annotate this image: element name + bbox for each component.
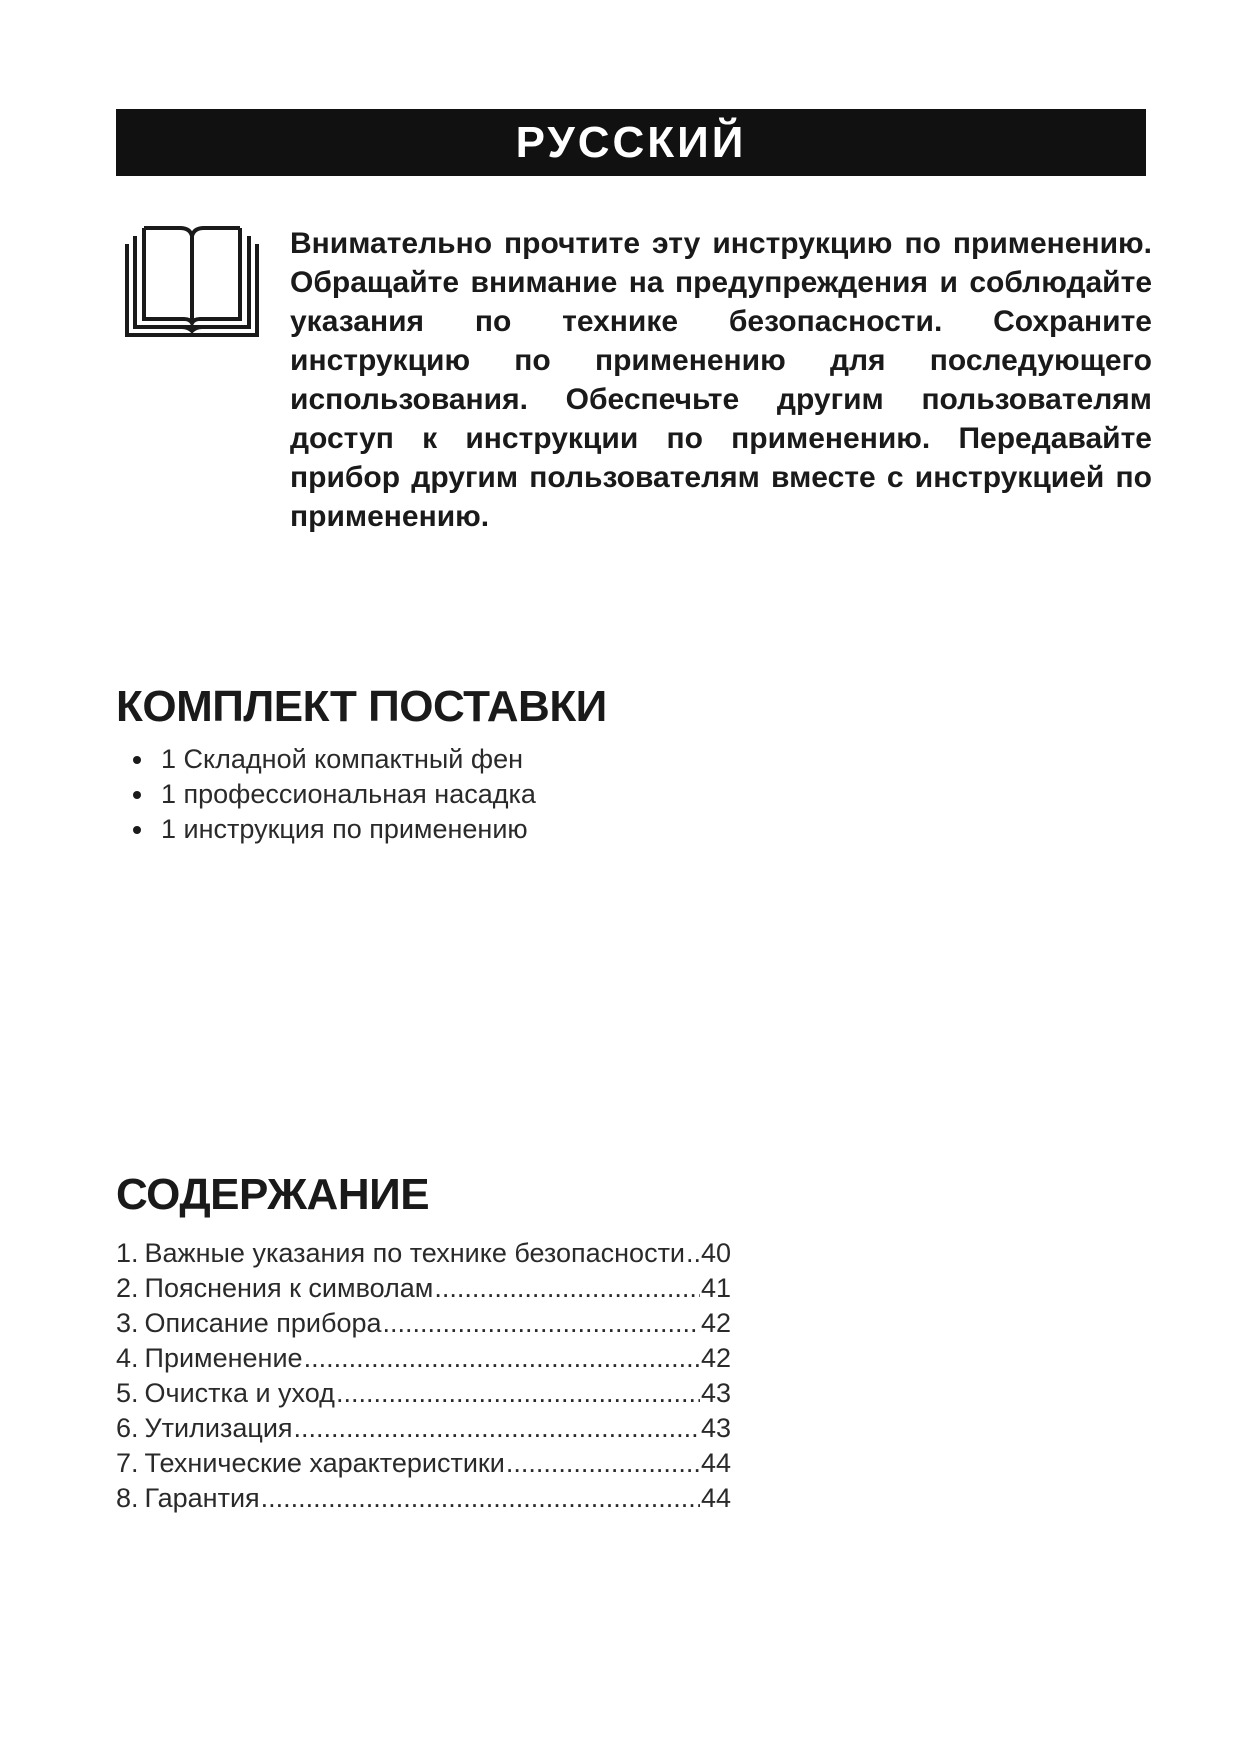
toc-number: 3.: [116, 1308, 139, 1338]
toc-leader: [336, 1376, 700, 1411]
toc-entry: [116, 1411, 731, 1446]
toc-entry: [116, 1341, 731, 1376]
toc-title: Важные указания по технике безопасности: [144, 1238, 686, 1268]
toc-title: Описание прибора: [144, 1308, 382, 1338]
toc-page-number: 43: [700, 1378, 731, 1408]
toc-entry: [116, 1446, 731, 1481]
toc-entry: [116, 1236, 731, 1271]
toc-leader: [686, 1236, 700, 1271]
toc-heading: СОДЕРЖАНИЕ: [116, 1170, 430, 1219]
toc-entry: [116, 1481, 731, 1516]
toc-title: Пояснения к символам: [144, 1273, 434, 1303]
toc-number: 8.: [116, 1483, 139, 1513]
toc-number: 2.: [116, 1273, 139, 1303]
toc-number: 7.: [116, 1448, 139, 1478]
toc-title: Гарантия: [144, 1483, 260, 1513]
kit-heading: КОМПЛЕКТ ПОСТАВКИ: [116, 682, 607, 731]
toc-page-number: 42: [700, 1308, 731, 1338]
toc-page-number: 44: [700, 1448, 731, 1478]
kit-item-label: 1 профессиональная насадка: [161, 779, 536, 809]
bullet-icon: [133, 756, 141, 764]
toc-number: 4.: [116, 1343, 139, 1373]
toc-page-number: 43: [700, 1413, 731, 1443]
kit-item-label: 1 Складной компактный фен: [161, 744, 524, 774]
toc-entry: [116, 1306, 731, 1341]
language-title: РУССКИЙ: [515, 117, 747, 167]
toc-leader: [434, 1271, 700, 1306]
toc-leader: [506, 1446, 700, 1481]
toc-leader: [304, 1341, 700, 1376]
toc-page-number: 44: [700, 1483, 731, 1513]
kit-item-label: 1 инструкция по применению: [161, 814, 528, 844]
toc-leader: [261, 1481, 700, 1516]
toc-title: Технические характеристики: [144, 1448, 505, 1478]
toc-page-number: 40: [700, 1238, 731, 1268]
toc-title: Утилизация: [144, 1413, 293, 1443]
toc-number: 6.: [116, 1413, 139, 1443]
toc-page-number: 42: [700, 1343, 731, 1373]
language-banner: [116, 109, 1146, 176]
toc-title: Очистка и уход: [144, 1378, 335, 1408]
list-item: [130, 742, 536, 777]
bullet-icon: [133, 826, 141, 834]
toc-title: Применение: [144, 1343, 303, 1373]
toc-leader: [383, 1306, 700, 1341]
intro-paragraph: Внимательно прочтите эту инструкцию по применению. Обращайте внимание на предупреждения и соблюдайте указания по технике безопасности. Сохраните инструкцию по применению для последующего использования. Обеспечьте другим пользователям доступ к инструкции по применению. Передавайте прибор другим пользователям вместе с инструкцией по применению.: [290, 227, 1152, 533]
toc-leader: [294, 1411, 700, 1446]
toc-number: 5.: [116, 1378, 139, 1408]
list-item: [130, 777, 536, 812]
bullet-icon: [133, 791, 141, 799]
open-book-icon: [124, 222, 260, 340]
toc-entry: [116, 1271, 731, 1306]
toc-entry: [116, 1376, 731, 1411]
toc-page-number: 41: [700, 1273, 731, 1303]
table-of-contents: [116, 1236, 731, 1516]
list-item: [130, 812, 536, 847]
toc-number: 1.: [116, 1238, 139, 1268]
kit-list: [130, 742, 536, 847]
